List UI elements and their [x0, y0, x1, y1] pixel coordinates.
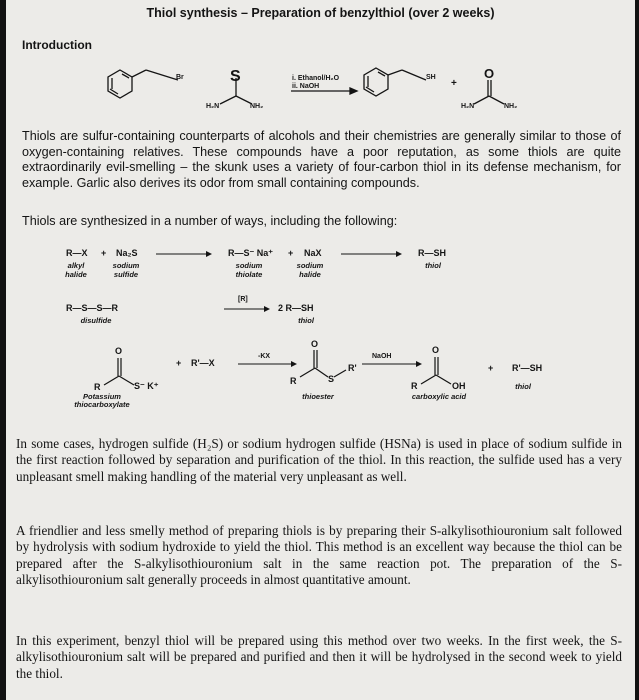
reagent-reduction: [R]	[238, 296, 248, 303]
label-sodium-halide: sodium halide	[296, 261, 324, 279]
atom-o-1: O	[115, 346, 123, 356]
carbonyl-structures	[104, 350, 451, 385]
atom-h2n-left: H₂N	[206, 103, 220, 110]
label-thiol-1: thiol	[425, 261, 441, 270]
document-page	[6, 0, 635, 700]
label-alkyl-halide: alkyl halide	[65, 261, 87, 279]
atom-o-urea: O	[484, 66, 495, 81]
plus-sign-3a: +	[176, 358, 182, 368]
paragraph-synthesis-ways: Thiols are synthesized in a number of ways, including the following:	[22, 214, 398, 228]
reagent-naoh: NaOH	[372, 353, 392, 360]
ch2-bond-left	[132, 70, 146, 77]
paragraph-friendlier-method: A friendlier and less smelly method of preparing thiols is by preparing their S-alkylisothiouronium salt followed by hydrolysis with sodium hydroxide to yield the thiol. This method is an excellent way because the thiol can be prepared after the S-alkylisothiouronium salt in the same reaction pot. The preparation of the S-alkylisothiouronium salt generally proceeds in almost quantitative amount.	[16, 523, 622, 588]
atom-s-thiourea: S	[230, 68, 241, 85]
label-thiocarboxylate: thiocarboxylate	[74, 400, 130, 409]
atom-nh2-right: NH₂	[250, 103, 264, 110]
atom-sh: SH	[426, 74, 436, 81]
reactant-alkyl-halide-2: R'—X	[191, 358, 215, 368]
product-thiol: R—SH	[418, 248, 447, 258]
paragraph-experiment: In this experiment, benzyl thiol will be prepared using this method over two weeks. In the first week, the S-alkylisothiouronium salt will be prepared and purified and then it will be hydrolysed in the second week to yield the thiol.	[16, 633, 622, 681]
section-heading: Introduction	[22, 38, 92, 52]
atom-h2n-urea: H₂N	[461, 103, 475, 110]
plus-sign-2: +	[288, 248, 294, 258]
product-thiol-3: R'—SH	[512, 363, 543, 373]
atom-s-k: S⁻ K⁺	[134, 381, 159, 391]
c-br-bond	[146, 70, 178, 80]
atom-r-1: R	[94, 382, 101, 392]
condition-step-2: ii. NaOH	[292, 83, 320, 90]
reactant-sodium-sulfide: Na₂S	[116, 248, 138, 258]
product-2-thiol: 2 R—SH	[278, 303, 314, 313]
paragraph-thiols-intro: Thiols are sulfur-containing counterparts of alcohols and their chemistries are generally similar to those of oxygen-containing relatives. These compounds have a poor reputation, as some thiols are quite extraordinarily evil-smelling – the skunk uses a variety of four-carbon thiol in its defense mechanism, for example. Garlic also derives its odor from small containing compounds.	[22, 129, 621, 190]
atom-o-2: O	[311, 339, 319, 349]
atom-oh: OH	[452, 381, 466, 391]
urea-structure	[474, 80, 504, 104]
label-thiol-3: thiol	[515, 382, 531, 391]
label-potassium: Potassium	[83, 392, 121, 401]
condition-step-1: i. Ethanol/H₂O	[292, 75, 340, 82]
reactant-disulfide: R—S—S—R	[66, 303, 119, 313]
label-disulfide: disulfide	[80, 316, 112, 325]
atom-r-2: R	[290, 376, 297, 386]
atom-s-thioester: S	[328, 374, 335, 384]
atom-nh2-urea: NH₂	[504, 103, 518, 110]
plus-sign-scheme1: +	[451, 78, 457, 89]
product-sodium-thiolate: R—S⁻ Na⁺	[228, 248, 274, 258]
c-sh-bond	[402, 70, 426, 80]
reactant-alkyl-halide: R—X	[66, 248, 88, 258]
plus-sign: +	[101, 248, 107, 258]
atom-r-3: R	[411, 381, 418, 391]
byproduct-kx: -KX	[258, 353, 271, 360]
atom-br: Br	[176, 74, 184, 81]
plus-sign-3b: +	[488, 363, 494, 373]
atom-o-3: O	[432, 345, 440, 355]
label-sodium-thiolate: sodium thiolate	[235, 261, 263, 279]
product-sodium-halide: NaX	[304, 248, 322, 258]
benzene-ring-right	[364, 68, 388, 96]
paragraph-hydrogen-sulfide: In some cases, hydrogen sulfide (H₂S) or sodium hydrogen sulfide (HSNa) is used in place of sodium sulfide in the first reaction followed by separation and purification of the thiol. In this reaction, the sulfide used has a very unpleasant smell making handling of the material very unpleasant as well.	[16, 436, 622, 484]
atom-r-prime: R'	[348, 363, 357, 373]
benzene-ring-left	[108, 70, 132, 98]
scheme-structures	[6, 0, 635, 130]
label-thiol-2: thiol	[298, 316, 314, 325]
document-title: Thiol synthesis – Preparation of benzylthiol (over 2 weeks)	[146, 6, 495, 20]
label-carboxylic-acid: carboxylic acid	[411, 392, 467, 401]
label-sodium-sulfide: sodium sulfide	[112, 261, 140, 279]
label-thioester: thioester	[302, 392, 334, 401]
